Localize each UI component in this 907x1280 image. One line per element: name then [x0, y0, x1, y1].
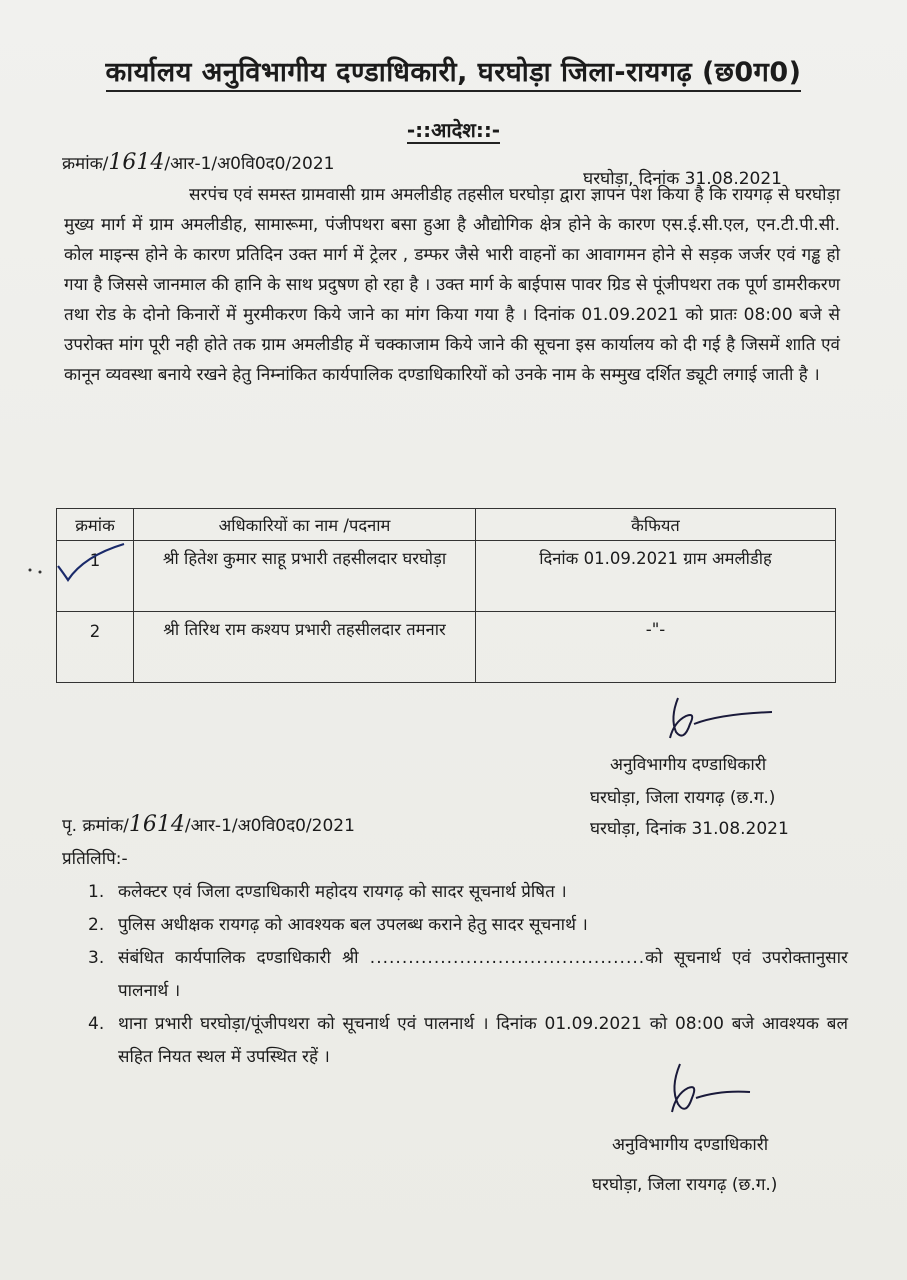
signature-2-designation: अनुविभागीय दण्डाधिकारी: [612, 1135, 769, 1155]
list-item: [88, 942, 848, 1008]
list-item-text: को सूचनार्थ एवं उपरोक्तानुसार पालनार्थ ।: [118, 948, 849, 1001]
signature-1-designation: अनुविभागीय दण्डाधिकारी: [610, 755, 767, 775]
signature-2-place: घरघोड़ा, जिला रायगढ़ (छ.ग.): [592, 1175, 778, 1195]
copy-heading: प्रतिलिपि:-: [62, 849, 128, 869]
copy-list: [88, 876, 848, 1074]
reference-number-handwritten: 1614: [108, 150, 165, 175]
table-row: [57, 612, 836, 683]
cell-remark: -"-: [476, 612, 836, 683]
cell-officer-name: श्री तिरिथ राम कश्यप प्रभारी तहसीलदार तमनार: [134, 612, 476, 683]
copy-reference-suffix: /आर-1/अ0वि0द0/2021: [184, 816, 355, 836]
cell-remark: दिनांक 01.09.2021 ग्राम अमलीडीह: [476, 541, 836, 612]
list-item-number: 1.: [88, 882, 105, 902]
reference-place-date: घरघोड़ा, दिनांक 31.08.2021: [583, 169, 782, 189]
column-header-officer: अधिकारियों का नाम /पदनाम: [134, 509, 476, 541]
signature-scribble: [640, 694, 780, 750]
signature-1: [640, 694, 780, 750]
reference-number-suffix: /आर-1/अ0वि0द0/2021: [164, 154, 335, 174]
copy-reference-place-date: घरघोड़ा, दिनांक 31.08.2021: [590, 819, 789, 839]
list-item-text: पुलिस अधीक्षक रायगढ़ को आवश्यक बल उपलब्ध कराने हेतु सादर सूचनार्थ ।: [118, 915, 588, 935]
reference-number-label: क्रमांक/: [62, 154, 109, 174]
copy-reference-number: [62, 812, 355, 837]
cell-sno: 1: [57, 541, 134, 612]
order-body-paragraph: सरपंच एवं समस्त ग्रामवासी ग्राम अमलीडीह तहसील घरघोड़ा द्वारा ज्ञापन पेश किया है कि रायगढ़ से घरघोड़ा मुख्य मार्ग में ग्राम अमलीडीह, सामारूमा, पंजीपथरा बसा हुआ है औद्योगिक क्षेत्र होने के कारण एस.ई.सी.एल, एन.टी.पी.सी. कोल माइन्स होने के कारण प्रतिदिन उक्त मार्ग में ट्रेलर , डम्फर जैसे भारी वाहनों का आवागमन होने से सड़क जर्जर एवं गड्ढ हो गया है जिससे जानमाल की हानि के साथ प्रदुषण हो रहा है । उक्त मार्ग के बाईपास पावर ग्रिड से पूंजीपथरा तक पूर्ण डामरीकरण तथा रोड के दोनो किनारों में मुरमीकरण किये जाने का मांग किया गया है । दिनांक 01.09.2021 को प्रातः 08:00 बजे से उपरोक्त मांग पूरी नही होते तक ग्राम अमलीडीह में चक्काजाम किये जाने की सूचना इस कार्यालय को दी गई है जिसमें शाति एवं कानून व्यवस्था बनाये रखने हेतु निम्नांकित कार्यपालिक दण्डाधिकारियों को उनके नाम के सम्मुख दर्शित ड्यूटी लगाई जाती है ।: [64, 185, 840, 385]
list-item-number: 2.: [88, 915, 105, 935]
signature-2: [640, 1062, 780, 1126]
office-title: [0, 52, 907, 89]
duty-table: [56, 508, 836, 683]
duty-table-header-row: [57, 509, 836, 541]
cell-officer-name: श्री हितेश कुमार साहू प्रभारी तहसीलदार घरघोड़ा: [134, 541, 476, 612]
pen-tick-mark: [24, 538, 134, 584]
signature-1-place: घरघोड़ा, जिला रायगढ़ (छ.ग.): [590, 788, 776, 808]
copy-reference-handwritten: 1614: [128, 812, 185, 837]
copy-reference-label: पृ. क्रमांक/: [62, 816, 129, 836]
office-title-text: कार्यालय अनुविभागीय दण्डाधिकारी, घरघोड़ा जिला-रायगढ़ (छ0ग0): [106, 57, 802, 92]
reference-number: [62, 150, 334, 175]
order-heading: [0, 116, 907, 143]
signature-scribble: [640, 1062, 780, 1126]
table-row: [57, 541, 836, 612]
column-header-remark: कैफियत: [476, 509, 836, 541]
list-item-text: संबंधित कार्यपालिक दण्डाधिकारी श्री: [118, 948, 359, 968]
list-item: [88, 876, 848, 909]
column-header-sno: क्रमांक: [57, 509, 134, 541]
order-heading-text: -::आदेश::-: [406, 118, 501, 142]
fill-in-blank: ...........................................: [369, 948, 646, 968]
cell-sno: 2: [57, 612, 134, 683]
list-item-text: कलेक्टर एवं जिला दण्डाधिकारी महोदय रायगढ़ को सादर सूचनार्थ प्रेषित ।: [118, 882, 567, 902]
list-item-text: थाना प्रभारी घरघोड़ा/पूंजीपथरा को सूचनार्थ एवं पालनार्थ । दिनांक 01.09.2021 को 08:00 बजे आवश्यक बल सहित नियत स्थल में उपस्थित रहें ।: [118, 1014, 848, 1067]
list-item: [88, 909, 848, 942]
list-item-number: 3.: [88, 948, 105, 968]
list-item-number: 4.: [88, 1014, 105, 1034]
